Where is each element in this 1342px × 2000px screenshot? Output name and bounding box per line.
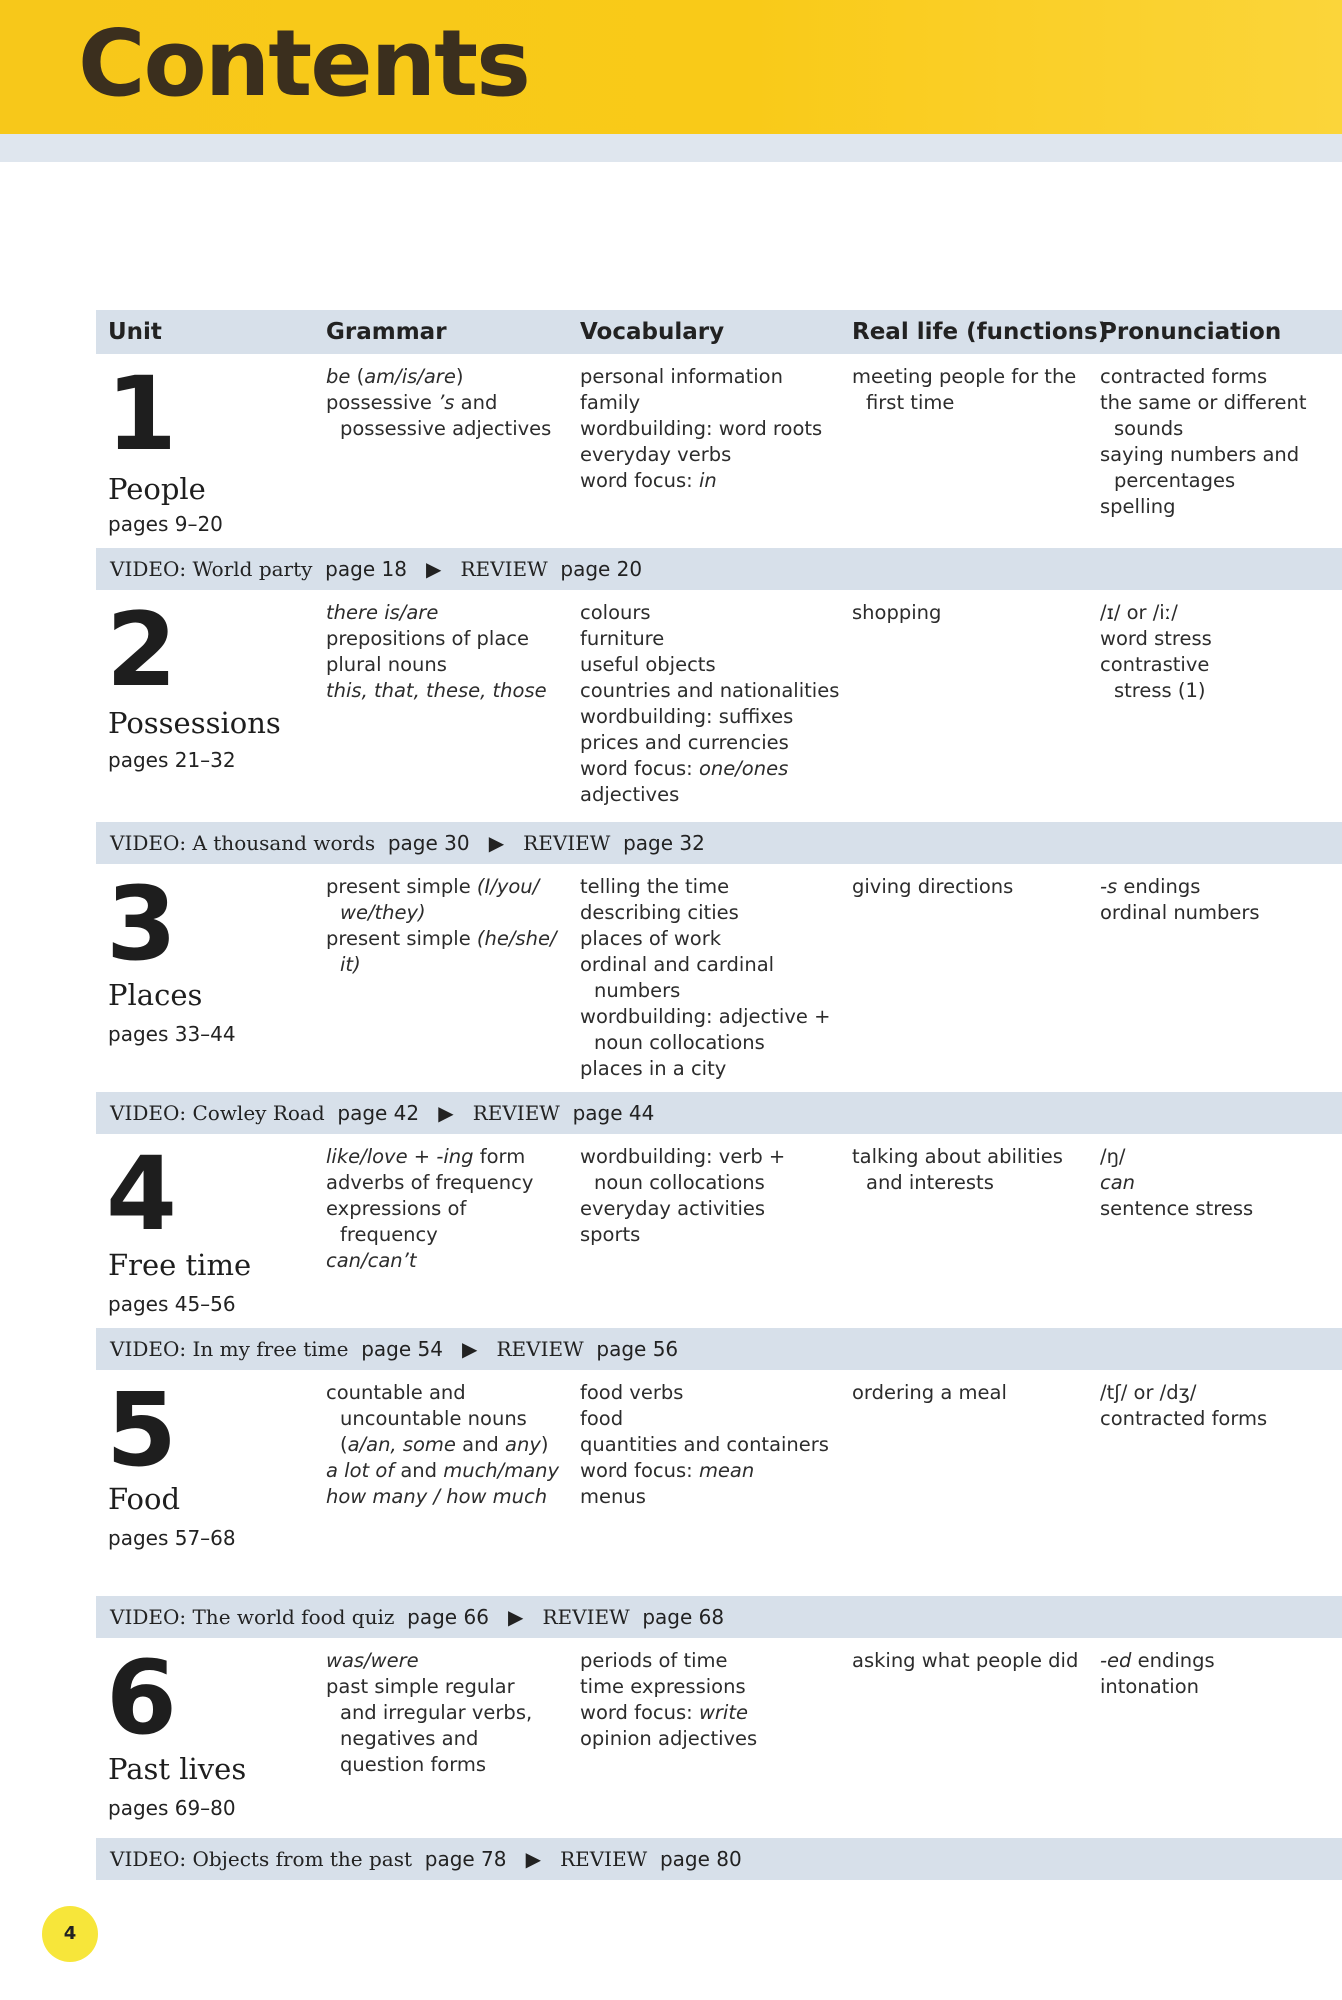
video-link[interactable]: VIDEO: Cowley Road page 42 ▶ REVIEW page 44 bbox=[110, 1101, 655, 1125]
video-review-row bbox=[96, 548, 1342, 590]
grammar-cell: present simple (I/you/ we/they) present simple (he/she/ it) bbox=[326, 875, 557, 976]
video-review-row bbox=[96, 1328, 1342, 1370]
video-review-row bbox=[96, 1596, 1342, 1638]
column-header-real-life: Real life (functions) bbox=[852, 319, 1109, 345]
column-header-vocabulary: Vocabulary bbox=[580, 319, 725, 345]
unit-pages: pages 69–80 bbox=[108, 1796, 236, 1820]
video-review-row bbox=[96, 1092, 1342, 1134]
header-banner bbox=[0, 0, 1342, 134]
unit-row bbox=[96, 864, 1342, 1092]
unit-name[interactable]: Possessions bbox=[108, 706, 281, 740]
page-number-badge: 4 bbox=[42, 1906, 98, 1962]
page-title: Contents bbox=[78, 10, 529, 117]
unit-pages: pages 9–20 bbox=[108, 512, 223, 536]
unit-pages: pages 21–32 bbox=[108, 748, 236, 772]
unit-pages: pages 57–68 bbox=[108, 1526, 236, 1550]
vocabulary-cell: telling the time describing cities places of work ordinal and cardinal numbers wordbuilding: adjective + noun collocations places in a city bbox=[580, 875, 831, 1080]
header-strip bbox=[0, 134, 1342, 162]
unit-number: 2 bbox=[106, 591, 174, 710]
unit-number: 5 bbox=[106, 1371, 174, 1490]
video-link[interactable]: VIDEO: A thousand words page 30 ▶ REVIEW page 32 bbox=[110, 831, 705, 855]
unit-number: 1 bbox=[106, 355, 174, 474]
vocabulary-cell: colours furniture useful objects countries and nationalities wordbuilding: suffixes prices and currencies word focus: one/ones adjectives bbox=[580, 601, 840, 806]
grammar-cell: countable and uncountable nouns (a/an, some and any) a lot of and much/many how many / how much bbox=[326, 1381, 560, 1508]
unit-name[interactable]: People bbox=[108, 472, 206, 506]
video-link[interactable]: VIDEO: The world food quiz page 66 ▶ REVIEW page 68 bbox=[110, 1605, 725, 1629]
unit-row bbox=[96, 1638, 1342, 1838]
pronunciation-cell: -s endings ordinal numbers bbox=[1100, 875, 1260, 924]
unit-name[interactable]: Places bbox=[108, 978, 203, 1012]
column-header-unit: Unit bbox=[108, 319, 162, 345]
pronunciation-cell: /ŋ/ can sentence stress bbox=[1100, 1145, 1254, 1220]
unit-number: 6 bbox=[106, 1639, 174, 1758]
video-link[interactable]: VIDEO: In my free time page 54 ▶ REVIEW page 56 bbox=[110, 1337, 679, 1361]
real-life-cell: shopping bbox=[852, 601, 942, 624]
real-life-cell: meeting people for the first time bbox=[852, 365, 1077, 414]
real-life-cell: talking about abilities and interests bbox=[852, 1145, 1063, 1194]
unit-name[interactable]: Past lives bbox=[108, 1752, 247, 1786]
vocabulary-cell: food verbs food quantities and containers word focus: mean menus bbox=[580, 1381, 829, 1508]
vocabulary-cell: periods of time time expressions word focus: write opinion adjectives bbox=[580, 1649, 758, 1750]
unit-number: 4 bbox=[106, 1135, 174, 1254]
table-header-row bbox=[96, 310, 1342, 354]
video-review-row bbox=[96, 822, 1342, 864]
pronunciation-cell: /tʃ/ or /dʒ/ contracted forms bbox=[1100, 1381, 1268, 1430]
unit-row bbox=[96, 354, 1342, 548]
column-header-grammar: Grammar bbox=[326, 319, 447, 345]
grammar-cell: there is/are prepositions of place plural nouns this, that, these, those bbox=[326, 601, 547, 702]
real-life-cell: ordering a meal bbox=[852, 1381, 1007, 1404]
unit-pages: pages 45–56 bbox=[108, 1292, 236, 1316]
unit-pages: pages 33–44 bbox=[108, 1022, 236, 1046]
video-link[interactable]: VIDEO: World party page 18 ▶ REVIEW page 20 bbox=[110, 557, 643, 581]
contents-table bbox=[96, 310, 1342, 1880]
column-header-pronunciation: Pronunciation bbox=[1100, 319, 1282, 345]
video-link[interactable]: VIDEO: Objects from the past page 78 ▶ REVIEW page 80 bbox=[110, 1847, 742, 1871]
unit-row bbox=[96, 1134, 1342, 1328]
unit-row bbox=[96, 590, 1342, 822]
video-review-row bbox=[96, 1838, 1342, 1880]
unit-name[interactable]: Food bbox=[108, 1482, 181, 1516]
unit-name[interactable]: Free time bbox=[108, 1248, 252, 1282]
vocabulary-cell: personal information family wordbuilding: word roots everyday verbs word focus: in bbox=[580, 365, 823, 492]
pronunciation-cell: contracted forms the same or different sounds saying numbers and percentages spelling bbox=[1100, 365, 1307, 518]
unit-number: 3 bbox=[106, 865, 174, 984]
unit-row bbox=[96, 1370, 1342, 1596]
grammar-cell: was/were past simple regular and irregular verbs, negatives and question forms bbox=[326, 1649, 533, 1776]
real-life-cell: giving directions bbox=[852, 875, 1014, 898]
grammar-cell: like/love + -ing form adverbs of frequency expressions of frequency can/can’t bbox=[326, 1145, 534, 1272]
pronunciation-cell: /ɪ/ or /iː/ word stress contrastive stress (1) bbox=[1100, 601, 1212, 702]
grammar-cell: be (am/is/are) possessive ’s and possessive adjectives bbox=[326, 365, 552, 440]
pronunciation-cell: -ed endings intonation bbox=[1100, 1649, 1215, 1698]
real-life-cell: asking what people did bbox=[852, 1649, 1079, 1672]
vocabulary-cell: wordbuilding: verb + noun collocations everyday activities sports bbox=[580, 1145, 786, 1246]
